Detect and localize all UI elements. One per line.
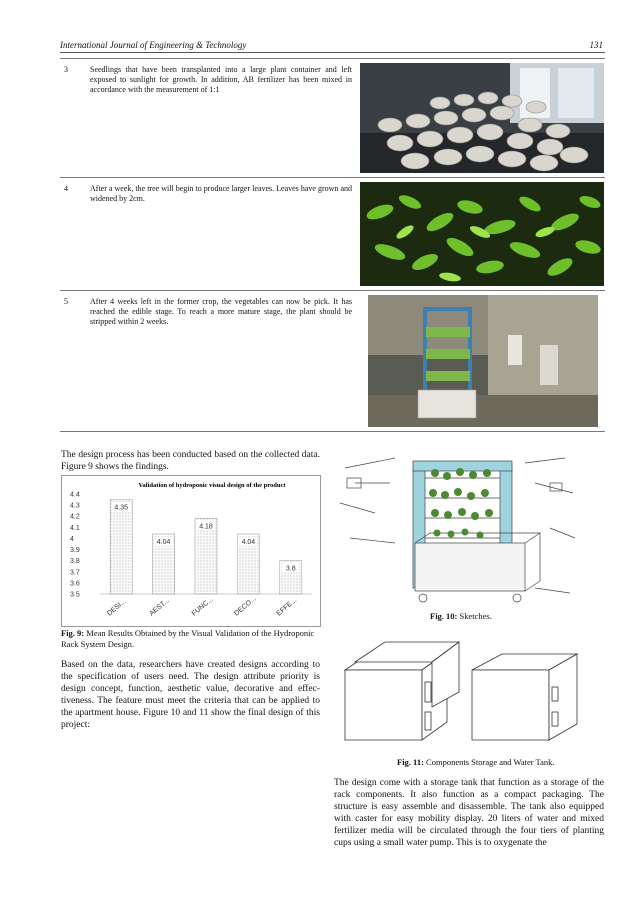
step-number: 4 bbox=[60, 178, 86, 291]
y-tick-label: 3.7 bbox=[70, 569, 80, 577]
step-photo-cell bbox=[356, 59, 605, 178]
x-tick-label: DECO... bbox=[233, 595, 258, 618]
step-number: 5 bbox=[60, 291, 86, 432]
figure-9-caption-text: Mean Results Obtained by the Visual Validation of the Hydroponic Rack System Design. bbox=[61, 628, 315, 649]
hydroponic-rack-photo bbox=[368, 295, 598, 427]
y-tick-label: 3.9 bbox=[70, 547, 80, 555]
header-divider bbox=[60, 52, 605, 53]
figure-10-label: Fig. 10: bbox=[430, 611, 458, 621]
y-tick-label: 4.2 bbox=[70, 513, 80, 521]
data-label: 4.35 bbox=[114, 504, 129, 512]
seedling-cups-photo bbox=[360, 63, 604, 173]
data-label: 3.8 bbox=[285, 565, 296, 573]
step-description: After 4 weeks left in the former crop, the vegetables can now be pick. It has reached the edible stage. To reach a more mature stage, the plant should be stripped within 2 weeks. bbox=[86, 291, 356, 432]
chart-title: Validation of hydroponic visual design of the product bbox=[138, 482, 286, 489]
data-label: 4.18 bbox=[199, 523, 213, 531]
paragraph-design: Based on the data, researchers have created designs according to the specification of users need. The design attribute priority is design concept, function, aesthetic value, decorative and effec-tiveness. The feature must meet the criteria that can be applied to the apartment house. Figure 10 and 11 show the final design of this project: bbox=[61, 660, 320, 730]
step-description: After a week, the tree will begin to produce larger leaves. Leaves have grown and widened by 2cm. bbox=[86, 178, 356, 291]
y-tick-label: 3.6 bbox=[70, 580, 80, 588]
step-description: Seedlings that have been transplanted into a large plant container and left exposed to sunlight for growth. In addition, AB fertilizer has been mixed in accordance with the measurement of 1:1 bbox=[86, 59, 356, 178]
paragraph-intro: The design process has been conducted based on the collected data. Figure 9 shows the findings. bbox=[61, 450, 320, 472]
procedure-table bbox=[60, 58, 605, 432]
y-tick-label: 4.1 bbox=[70, 524, 80, 532]
leaf-growth-photo bbox=[360, 182, 604, 286]
x-tick-label: EFFE... bbox=[275, 596, 299, 618]
table-row bbox=[60, 178, 605, 291]
step-number: 3 bbox=[60, 59, 86, 178]
x-tick-label: DESI... bbox=[105, 597, 128, 618]
figure-10-caption bbox=[430, 611, 492, 622]
figure-9-chart bbox=[61, 475, 321, 627]
table-row bbox=[60, 291, 605, 432]
y-tick-label: 3.8 bbox=[70, 558, 80, 566]
storage-tank-drawing bbox=[337, 632, 605, 742]
table-row bbox=[60, 59, 605, 178]
y-tick-label: 4 bbox=[70, 535, 74, 543]
step-photo-cell bbox=[356, 178, 605, 291]
y-tick-label: 4.4 bbox=[70, 491, 80, 499]
step-photo-cell bbox=[356, 291, 605, 432]
data-label: 4.04 bbox=[156, 539, 171, 546]
figure-10-caption-text: Sketches. bbox=[459, 611, 492, 621]
data-label: 4.04 bbox=[241, 539, 256, 546]
figure-11-caption-text: Components Storage and Water Tank. bbox=[426, 757, 555, 767]
figure-9-caption bbox=[61, 628, 326, 650]
figure-11-caption bbox=[397, 757, 555, 768]
figure-11-label: Fig. 11: bbox=[397, 757, 424, 767]
x-tick-label: FUNC... bbox=[190, 595, 215, 618]
y-tick-label: 4.3 bbox=[70, 502, 80, 510]
y-tick-label: 3.5 bbox=[70, 591, 80, 599]
chart-bar bbox=[110, 500, 132, 594]
x-tick-label: AEST... bbox=[148, 597, 171, 618]
page-number: 131 bbox=[589, 40, 603, 50]
bar-chart bbox=[62, 476, 320, 626]
design-sketch-drawing bbox=[335, 443, 580, 613]
paragraph-storage-tank: The design come with a storage tank that function as a storage of the rack components. It also function as a compact packaging. The structure is easy assemble and disassemble. The tank also equipped with caster for easy mobility display. 20 liters of water and mixed fertilizer media will be circulated through the four tiers of planting cups using a small water pump. This is to oxygenate the bbox=[334, 778, 604, 848]
figure-9-label: Fig. 9: bbox=[61, 628, 85, 638]
journal-title: International Journal of Engineering & Technology bbox=[60, 40, 247, 50]
